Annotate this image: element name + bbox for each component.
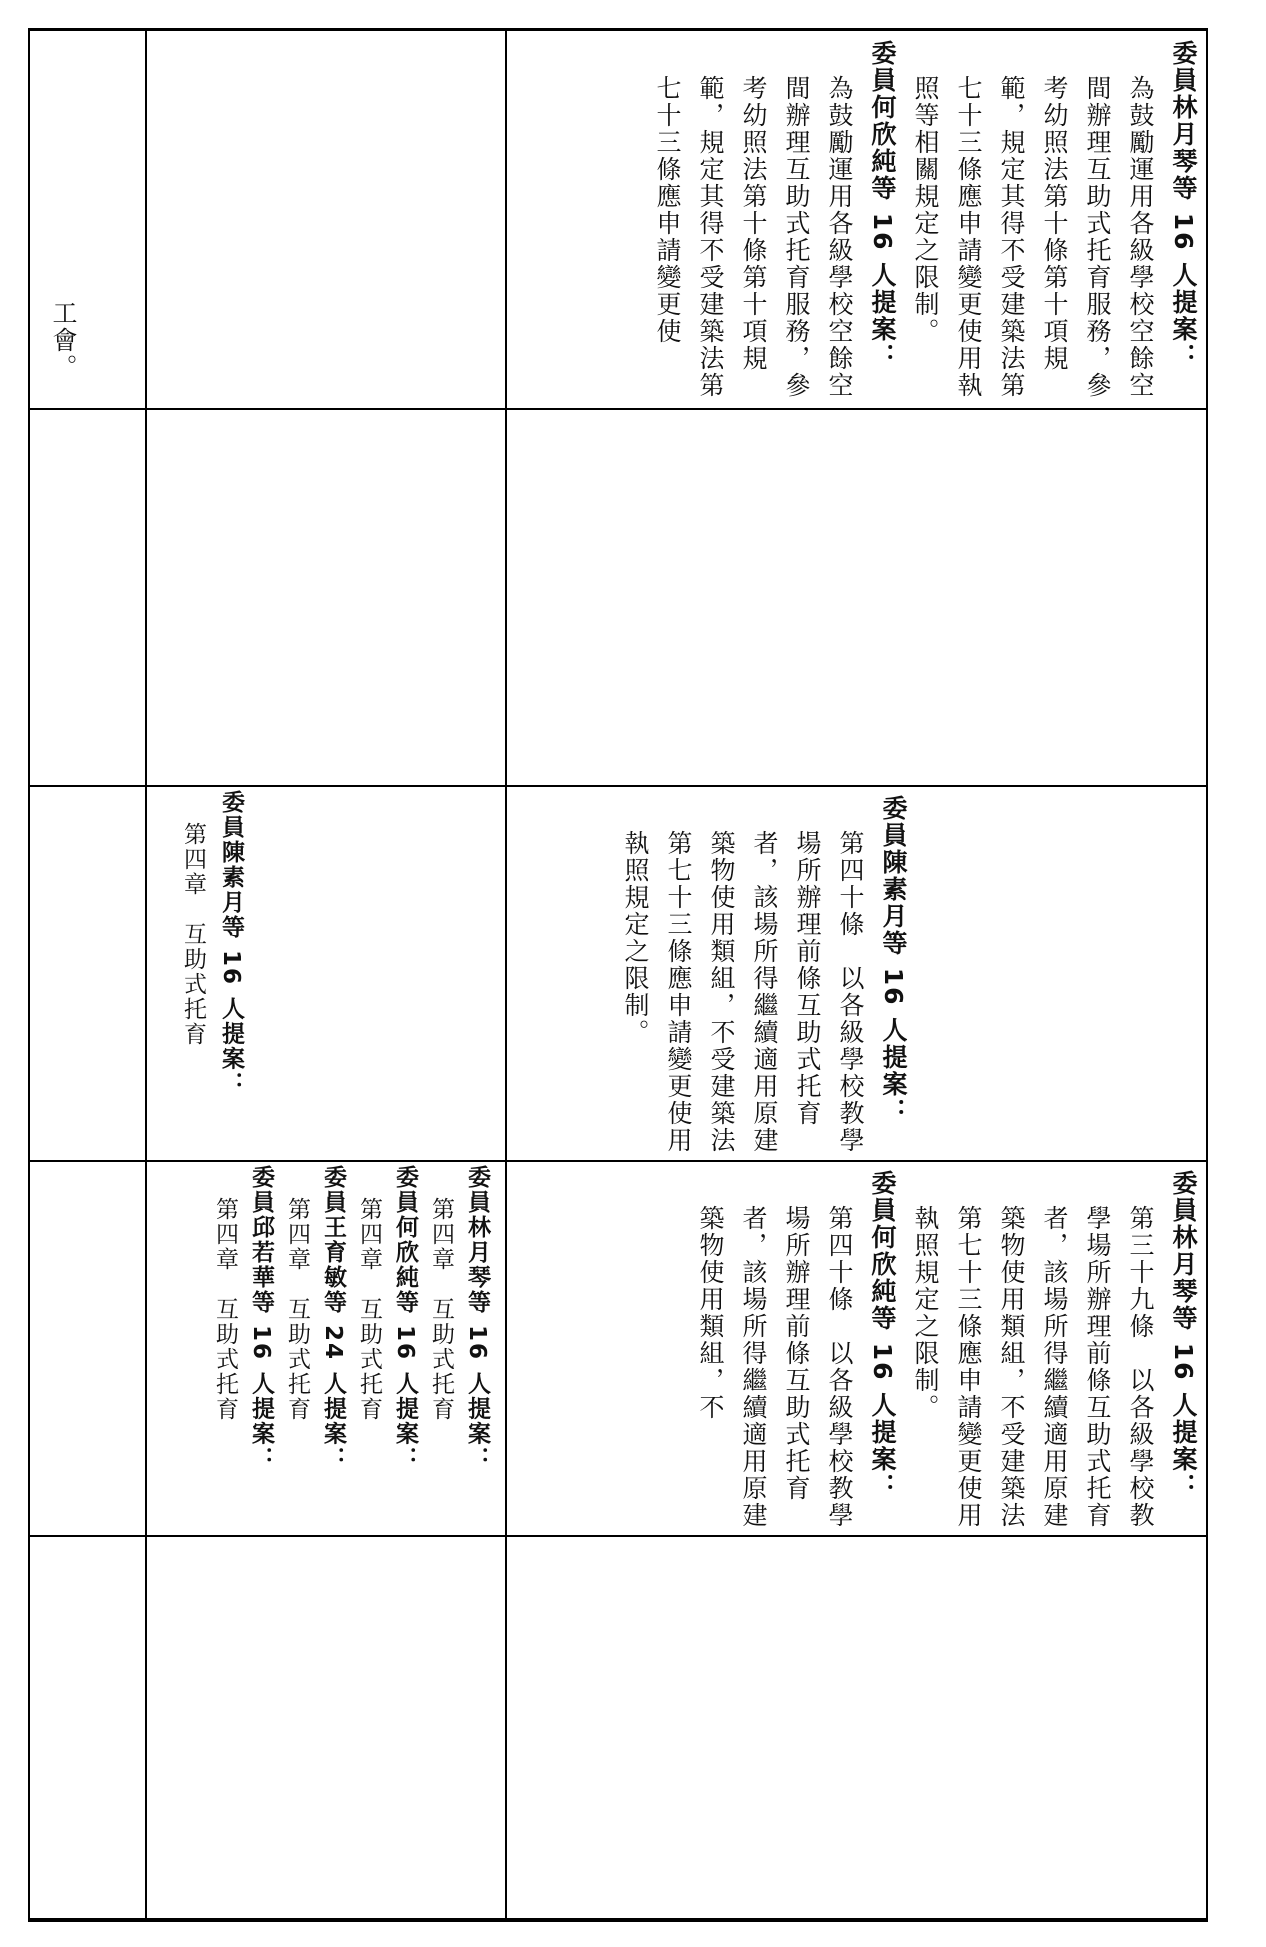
chen-chapter: 第四章 互助式托育 [180, 822, 206, 1048]
rationale-top-block [515, 40, 1205, 405]
table-border-top [28, 28, 1208, 31]
chen-article-heading: 委員陳素月等 16 人提案： [879, 795, 908, 1126]
article-lin-text: 第三十九條 以各級學校教學場所辦理前條互助式托育者，該場所得繼續適用原建築物使用類組，不受建築法第七十三條應申請變更使用執照規定之限制。 [911, 1205, 1155, 1529]
ho-heading: 委員何欣純等 16 人提案： [392, 1165, 418, 1472]
table-border-left [28, 28, 30, 1920]
rationale-ho-heading: 委員何欣純等 16 人提案： [868, 40, 897, 371]
ho-chapter: 第四章 互助式托育 [356, 1197, 382, 1423]
row-divider-1 [28, 408, 1208, 410]
chen-proposal-block [400, 790, 490, 1155]
lin-chapter: 第四章 互助式托育 [428, 1197, 454, 1423]
chen-heading-block [160, 790, 250, 1155]
column-divider-2 [505, 28, 507, 1920]
wang-chapter: 第四章 互助式托育 [284, 1197, 310, 1423]
middle-proposals-list [155, 1165, 495, 1530]
article-ho-text: 第四十條 以各級學校教學場所辦理前條互助式托育者，該場所得繼續適用原建築物使用類組，不 [696, 1205, 854, 1529]
row-divider-2 [28, 785, 1208, 787]
article-lin-heading: 委員林月琴等 16 人提案： [1169, 1170, 1198, 1501]
chen-article-block [515, 795, 915, 1155]
chiu-chapter: 第四章 互助式托育 [212, 1197, 238, 1423]
lin-heading: 委員林月琴等 16 人提案： [464, 1165, 490, 1472]
rationale-lin-heading: 委員林月琴等 16 人提案： [1169, 40, 1198, 371]
column-divider-1 [145, 28, 147, 1920]
chiu-heading: 委員邱若華等 16 人提案： [248, 1165, 274, 1472]
articles-block [515, 1170, 1205, 1530]
top-cell-text [45, 300, 85, 400]
union-text: 工會。 [49, 300, 78, 381]
table-border-right [1206, 28, 1208, 1920]
rationale-ho-text: 為鼓勵運用各級學校空餘空間辦理互助式托育服務，參考幼照法第十條第十項規範，規定其得不受建築法第七十三條應申請變更使 [653, 75, 854, 399]
chen-heading: 委員陳素月等 16 人提案： [218, 790, 244, 1097]
row-divider-4 [28, 1535, 1208, 1537]
wang-heading: 委員王育敏等 24 人提案： [320, 1165, 346, 1472]
article-ho-heading: 委員何欣純等 16 人提案： [868, 1170, 897, 1501]
chen-article-text: 第四十條 以各級學校教學場所辦理前條互助式托育者，該場所得繼續適用原建築物使用類組，不受建築法第七十三條應申請變更使用執照規定之限制。 [621, 830, 865, 1154]
table-border-bottom [28, 1918, 1208, 1922]
row-divider-3 [28, 1160, 1208, 1162]
rationale-lin-text: 為鼓勵運用各級學校空餘空間辦理互助式托育服務，參考幼照法第十條第十項規範，規定其得不受建築法第七十三條應申請變更使用執照等相關規定之限制。 [911, 75, 1155, 399]
